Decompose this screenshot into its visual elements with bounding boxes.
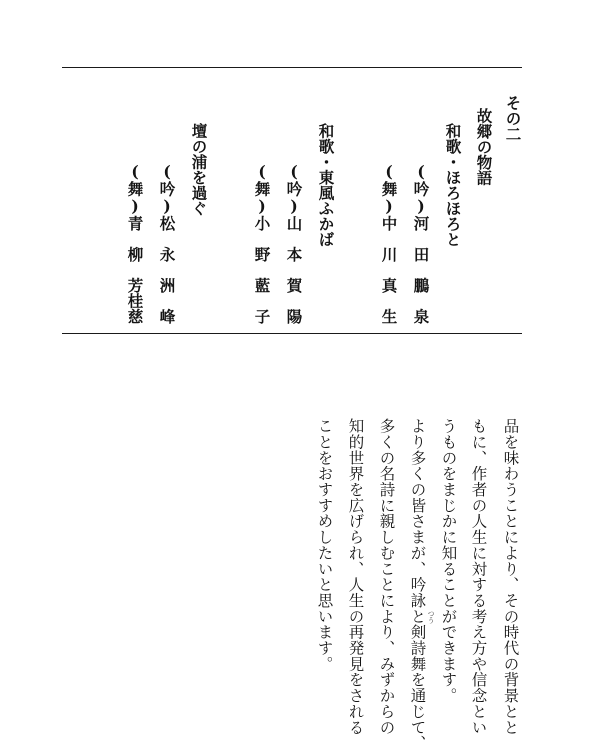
performer-role: (吟) — [411, 162, 431, 216]
performer-name: 青 柳 芳桂慈 — [125, 215, 145, 324]
performer-row — [286, 162, 302, 324]
performer-row — [159, 162, 175, 324]
essay-line: より多くの皆さまが、吟詠と剣詩舞を通じて、 — [408, 418, 427, 751]
performer-role: (舞) — [125, 162, 145, 216]
essay-line: うものをまじかに知ることができます。 — [439, 418, 458, 704]
performer-name: 松 永 洲 峰 — [157, 215, 177, 324]
program-title: 故郷の物語 — [474, 108, 494, 186]
essay-line: もに、作者の人生に対する考え方や信念とい — [469, 418, 488, 735]
performer-row — [413, 162, 429, 324]
performer-row — [127, 162, 143, 324]
section-heading: 壇の浦を過ぐ — [189, 123, 209, 216]
performer-role: (舞) — [252, 162, 272, 216]
essay-line: ことをおすすめしたいと思います。 — [315, 418, 334, 672]
performer-row — [254, 162, 270, 324]
performer-row — [381, 162, 397, 324]
performer-role: (吟) — [157, 162, 177, 216]
furigana: つう — [427, 610, 435, 624]
performer-name: 中 川 真 生 — [379, 215, 399, 324]
performer-role: (舞) — [379, 162, 399, 216]
performer-name: 小 野 藍 子 — [252, 215, 272, 324]
top-rule — [62, 67, 522, 68]
essay-line: 知的世界を広げられ、人生の再発見をされる — [346, 418, 365, 735]
performer-name: 山 本 賀 陽 — [284, 215, 304, 324]
section-heading: 和歌・東風ふかば — [316, 123, 336, 247]
section-heading: 和歌・ほろほろと — [443, 123, 463, 247]
essay-line: 多くの名詩に親しむことにより、みずからの — [377, 418, 396, 735]
performer-name: 河 田 鵬 泉 — [411, 215, 431, 324]
bottom-rule — [62, 333, 522, 334]
performer-role: (吟) — [284, 162, 304, 216]
part-label: その二 — [503, 95, 523, 142]
essay-line: 品を味わうことにより、その時代の背景とと — [501, 418, 520, 735]
